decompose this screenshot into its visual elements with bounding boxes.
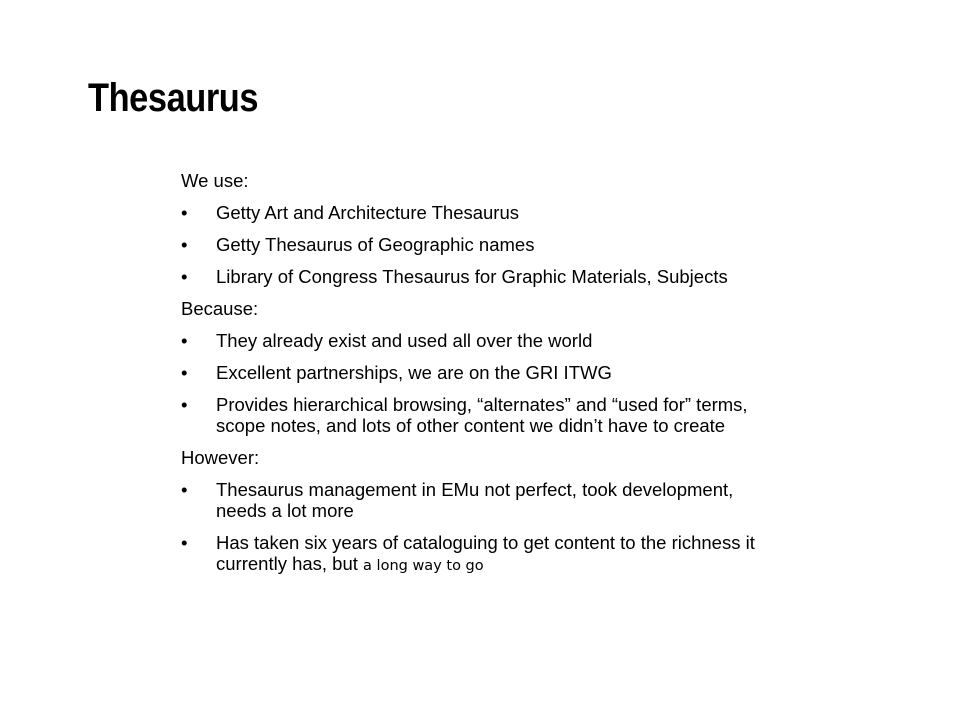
- bullet-text: They already exist and used all over the world: [216, 330, 593, 351]
- bullet-icon: •: [181, 202, 188, 223]
- bullet-text-main: Has taken six years of cataloguing to get content to the richness it currently has, but: [216, 532, 755, 574]
- section-we-use: [181, 170, 761, 287]
- bullet-icon: •: [181, 234, 188, 255]
- bullet-text-with-tail: [216, 532, 761, 577]
- section-heading: We use:: [181, 170, 249, 191]
- bullet-list: [181, 330, 761, 436]
- bullet-icon: •: [181, 532, 188, 553]
- bullet-item: [181, 479, 761, 521]
- bullet-text: Getty Thesaurus of Geographic names: [216, 234, 535, 255]
- bullet-text: Getty Art and Architecture Thesaurus: [216, 202, 520, 223]
- section-heading: However:: [181, 447, 260, 468]
- bullet-item: [181, 202, 761, 223]
- bullet-item: [181, 234, 761, 255]
- slide-content: [181, 170, 761, 588]
- bullet-text: Library of Congress Thesaurus for Graphic Materials, Subjects: [216, 266, 728, 287]
- bullet-item: [181, 362, 761, 383]
- bullet-item: [181, 266, 761, 287]
- bullet-text-tail: a long way to go: [363, 558, 484, 574]
- bullet-item: [181, 330, 761, 351]
- section-because: [181, 298, 761, 436]
- bullet-list: [181, 202, 761, 287]
- section-heading: Because:: [181, 298, 259, 319]
- bullet-icon: •: [181, 362, 188, 383]
- bullet-text: Excellent partnerships, we are on the GRI ITWG: [216, 362, 612, 383]
- bullet-icon: •: [181, 394, 188, 415]
- bullet-list: [181, 479, 761, 577]
- bullet-icon: •: [181, 330, 188, 351]
- bullet-text: Provides hierarchical browsing, “alternates” and “used for” terms, scope notes, and lots of other content we didn’t have to create: [216, 394, 748, 436]
- bullet-item: [181, 394, 761, 436]
- bullet-text: Thesaurus management in EMu not perfect, took development, needs a lot more: [216, 479, 734, 521]
- bullet-icon: •: [181, 479, 188, 500]
- slide-title: Thesaurus: [88, 76, 259, 120]
- bullet-item: [181, 532, 761, 577]
- section-however: [181, 447, 761, 577]
- bullet-icon: •: [181, 266, 188, 287]
